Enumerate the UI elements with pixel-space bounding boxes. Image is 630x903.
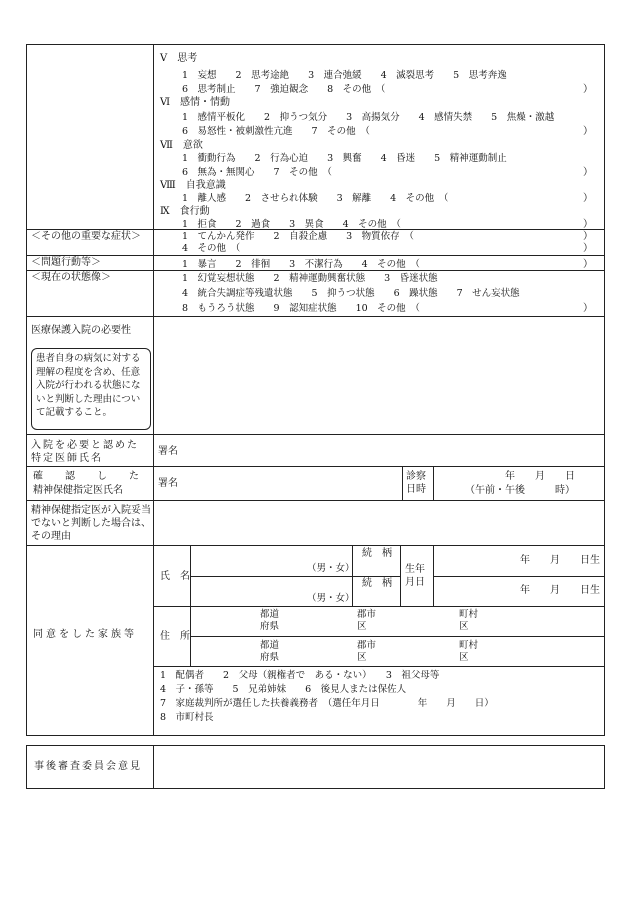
section-vi-title: Ⅵ 感情・情動 [160, 97, 231, 108]
family-relation-label-1: 続 柄 [362, 548, 392, 559]
specified-doctor-label: 入院を必要と認めた特定医師氏名 [31, 440, 139, 464]
family-birth-date-2[interactable]: 年 月 日生 [520, 585, 600, 596]
necessity-note: 患者自身の病気に対する理解の程度を含め、任意入院が行われる状態にないと判断した理由について記載すること。 [31, 348, 151, 430]
addr-town-2b: 区 [459, 652, 469, 663]
family-birth-date-1[interactable]: 年 月 日生 [520, 555, 600, 566]
addr-pref-2b: 府県 [260, 652, 280, 663]
date-divider [402, 466, 403, 500]
close-paren: ） [583, 303, 593, 314]
necessity-field[interactable] [155, 318, 603, 433]
addr-pref-1a: 都道 [260, 609, 280, 620]
section-v-line1: 1 妄想 2 思考途絶 3 連合弛緩 4 滅裂思考 5 思考奔逸 [182, 70, 507, 81]
row-line [26, 500, 605, 501]
addr-city-2a: 郡市 [357, 640, 377, 651]
section-vii-line2: 6 無為・無関心 7 その他 （ [182, 167, 332, 178]
row-line [26, 255, 605, 256]
close-paren: ） [583, 193, 593, 204]
addr-town-1b: 区 [459, 621, 469, 632]
section-v-title: Ⅴ 思考 [160, 53, 198, 64]
family-gender-1[interactable]: （男・女） [307, 563, 355, 574]
family-gender-2[interactable]: （男・女） [307, 593, 355, 604]
reason-label: 精神保健指定医が入院妥当でないと判断した場合は、その理由 [31, 505, 151, 542]
problem-behavior-line1: 1 暴言 2 徘徊 3 不潔行為 4 その他 （ [182, 259, 420, 270]
section-vii-line1: 1 衝動行為 2 行為心迫 3 興奮 4 昏迷 5 精神運動制止 [182, 153, 507, 164]
review-label: 事後審査委員会意見 [34, 761, 142, 772]
addr-city-1b: 区 [357, 621, 367, 632]
family-relation-option[interactable]: 1 配偶者 2 父母（親権者で ある・ない） 3 祖父母等 [160, 670, 440, 681]
family-relation-option[interactable]: 7 家庭裁判所が選任した扶養義務者 （選任年月日 年 月 日） [160, 698, 494, 709]
section-vii-title: Ⅶ 意欲 [160, 140, 203, 151]
addr-pref-2a: 都道 [260, 640, 280, 651]
exam-date-ampm[interactable]: （午前・午後 時） [465, 485, 575, 496]
row-line [153, 666, 605, 667]
close-paren: ） [583, 259, 593, 270]
close-paren: ） [583, 167, 593, 178]
review-field[interactable] [155, 747, 603, 787]
row-line [26, 316, 605, 317]
close-paren: ） [583, 231, 593, 242]
addr-city-1a: 郡市 [357, 609, 377, 620]
symptoms-divider [153, 44, 154, 316]
current-state-line2: 4 統合失調症等残遺状態 5 抑うつ状態 6 躁状態 7 せん妄状態 [182, 288, 520, 299]
lower-divider [153, 435, 154, 736]
row-line [352, 576, 400, 577]
family-divider [433, 545, 434, 606]
other-symptoms-line1: 1 てんかん発作 2 自殺企慮 3 物質依存 （ [182, 231, 414, 242]
current-state-line1: 1 幻覚妄想状態 2 精神運動興奮状態 3 昏迷状態 [182, 273, 438, 284]
close-paren: ） [583, 219, 593, 230]
row-line [26, 466, 605, 467]
close-paren: ） [583, 243, 593, 254]
confirm-doctor-sign[interactable]: 署名 [158, 478, 178, 489]
row-line [190, 576, 352, 577]
section-v-line2: 6 思考制止 7 強迫観念 8 その他 （ [182, 84, 386, 95]
section-ix-title: Ⅸ 食行動 [160, 206, 210, 217]
problem-behavior-label: ＜問題行動等＞ [31, 257, 101, 268]
row-line [153, 606, 605, 607]
addr-pref-1b: 府県 [260, 621, 280, 632]
other-symptoms-label: ＜その他の重要な症状＞ [31, 231, 141, 242]
section-vi-line1: 1 感情平板化 2 抑うつ気分 3 高揚気分 4 感情失禁 5 焦燥・激越 [182, 112, 555, 123]
section-ix-line1: 1 拒食 2 過食 3 異食 4 その他 （ [182, 219, 401, 230]
specified-doctor-sign[interactable]: 署名 [158, 446, 178, 457]
family-relation-label-2: 続 柄 [362, 578, 392, 589]
necessity-label: 医療保護入院の必要性 [31, 325, 131, 336]
section-viii-line1: 1 離人感 2 させられ体験 3 解離 4 その他 （ [182, 193, 449, 204]
close-paren: ） [583, 126, 593, 137]
row-line [433, 576, 605, 577]
necessity-divider [153, 316, 154, 435]
exam-date-ymd[interactable]: 年 月 日 [505, 471, 575, 482]
confirm-doctor-label-1: 確 認 し た [33, 471, 145, 482]
family-label: 同意をした家族等 [33, 629, 137, 640]
reason-field[interactable] [155, 502, 603, 543]
section-vi-line2: 6 易怒性・被刺激性亢進 7 その他 （ [182, 126, 370, 137]
addr-town-1a: 町村 [459, 609, 479, 620]
family-relation-option[interactable]: 8 市町村長 [160, 712, 214, 723]
current-state-line3: 8 もうろう状態 9 認知症状態 10 その他 （ [182, 303, 420, 314]
family-name-label: 氏 名 [160, 571, 190, 582]
date-divider [433, 466, 434, 500]
exam-date-label: 診察日時 [406, 471, 426, 495]
close-paren: ） [583, 84, 593, 95]
section-viii-title: Ⅷ 自我意識 [160, 180, 226, 191]
family-relation-option[interactable]: 4 子・孫等 5 兄弟姉妹 6 後見人または保佐人 [160, 684, 407, 695]
family-birth-label: 生年月日 [405, 564, 425, 588]
family-address-label: 住 所 [160, 631, 190, 642]
review-divider [153, 745, 154, 789]
addr-town-2a: 町村 [459, 640, 479, 651]
current-state-label: ＜現在の状態像＞ [31, 272, 111, 283]
row-line [26, 545, 605, 546]
other-symptoms-line2: 4 その他 （ [182, 243, 241, 254]
row-line [190, 636, 605, 637]
addr-city-2b: 区 [357, 652, 367, 663]
confirm-doctor-label-2: 精神保健指定医氏名 [33, 485, 123, 496]
family-divider [400, 545, 401, 606]
